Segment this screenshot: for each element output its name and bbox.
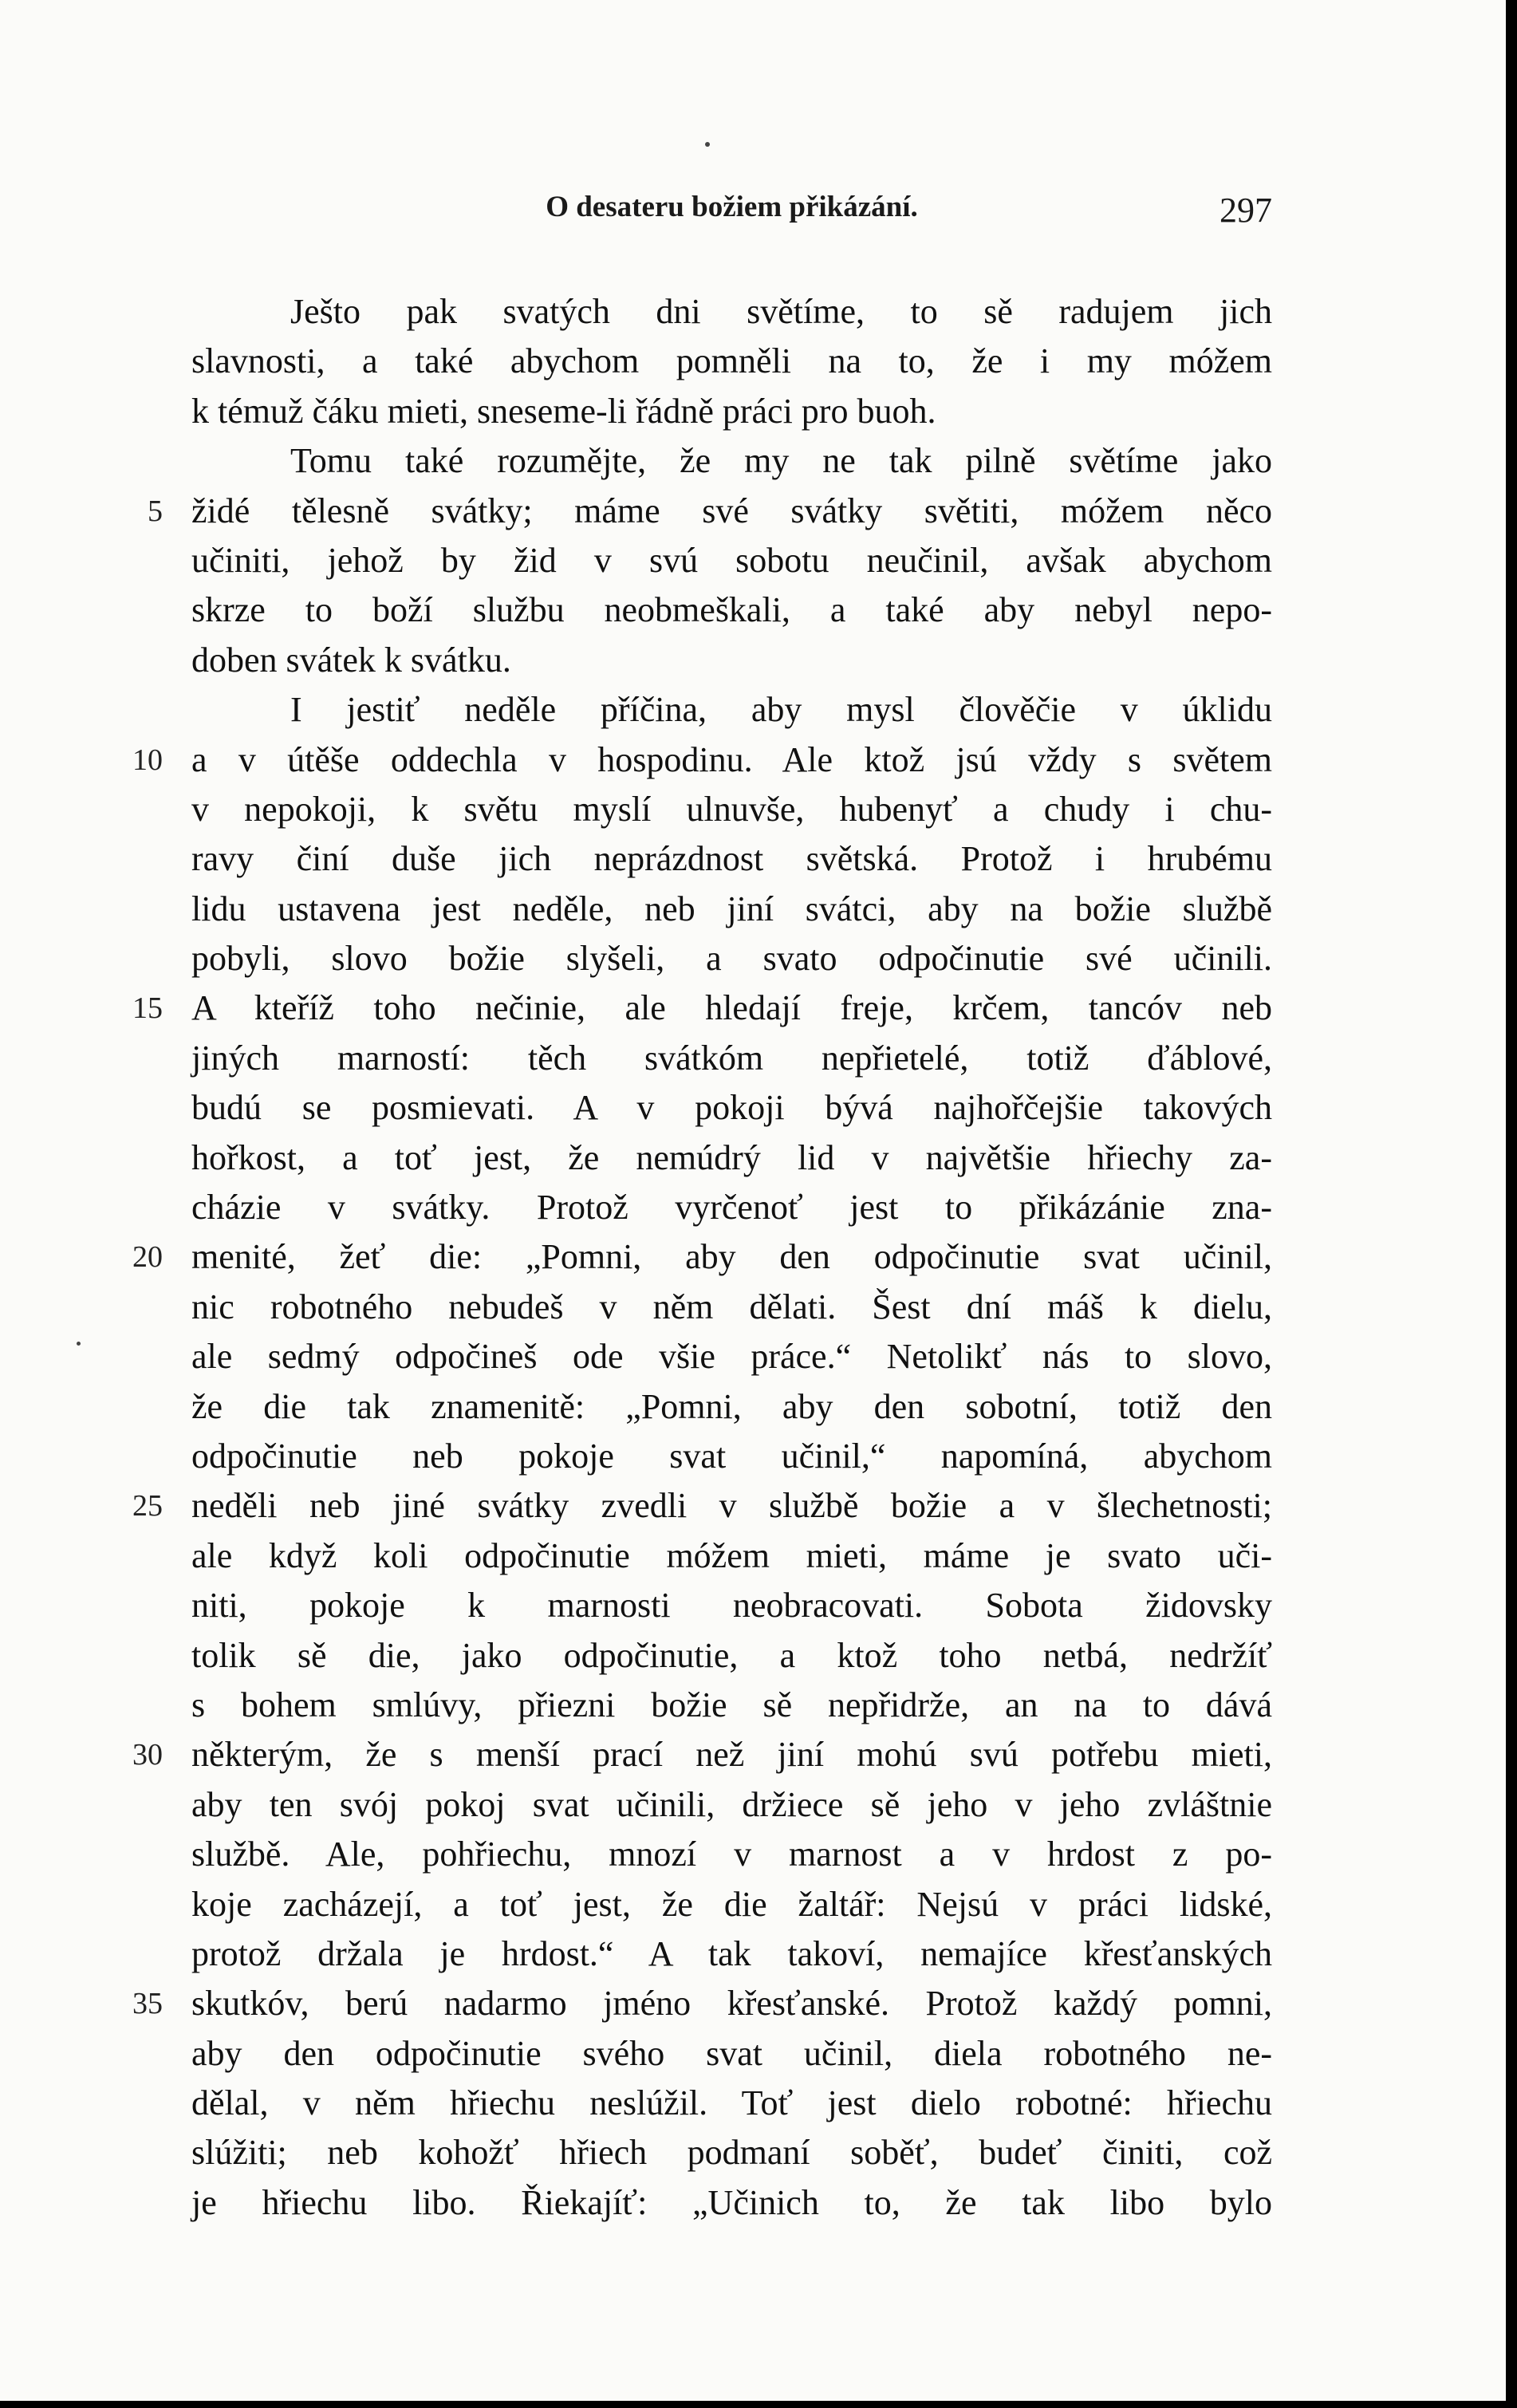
text-line bbox=[132, 983, 1272, 1033]
line-text: Ješto pak svatých dni světíme, to sě radujem jich bbox=[290, 292, 1272, 331]
line-text: aby ten svój pokoj svat učinili, držiece sě jeho v jeho zvláštnie bbox=[191, 1784, 1272, 1824]
text-line bbox=[191, 1681, 1272, 1730]
line-text: budú se posmievati. A v pokoji bývá najhořčejšie takových bbox=[191, 1088, 1272, 1128]
line-number: 20 bbox=[132, 1240, 163, 1275]
line-text: skutkóv, berú nadarmo jméno křesťanské. Protož každý pomni, bbox=[191, 1984, 1272, 2024]
line-text: ravy činí duše jich neprázdnost světská. Protož i hrubému bbox=[191, 839, 1272, 879]
line-text: Tomu také rozumějte, že my ne tak pilně světíme jako bbox=[290, 441, 1272, 481]
line-text: a v útěše oddechla v hospodinu. Ale ktož jsú vždy s světem bbox=[191, 739, 1272, 779]
print-speck bbox=[705, 142, 710, 147]
line-text: s bohem smlúvy, přiezni božie sě nepřidrže, an na to dává bbox=[191, 1685, 1272, 1724]
line-number: 15 bbox=[132, 991, 163, 1026]
line-number: 25 bbox=[132, 1489, 163, 1523]
line-number: 5 bbox=[148, 494, 163, 528]
line-text: hořkost, a toť jest, že nemúdrý lid v najvětšie hřiechy za- bbox=[191, 1137, 1272, 1177]
text-line bbox=[191, 636, 1272, 685]
text-line bbox=[191, 1332, 1272, 1381]
text-line bbox=[191, 337, 1272, 386]
line-text: židé tělesně svátky; máme své svátky světiti, móžem něco bbox=[191, 491, 1272, 530]
line-text: aby den odpočinutie svého svat učinil, diela robotného ne- bbox=[191, 2033, 1272, 2073]
text-line bbox=[132, 735, 1272, 785]
running-title: O desateru božiem přikázání. bbox=[546, 191, 918, 223]
text-line bbox=[132, 1730, 1272, 1779]
text-line bbox=[191, 585, 1272, 635]
text-line bbox=[191, 387, 1272, 436]
text-line bbox=[191, 1133, 1272, 1183]
page-header bbox=[191, 190, 1272, 238]
text-line bbox=[191, 885, 1272, 934]
line-text: je hřiechu libo. Řiekajíť: „Učinich to, že tak libo bylo bbox=[191, 2182, 1272, 2222]
text-line bbox=[191, 1382, 1272, 1432]
text-line bbox=[148, 487, 1272, 536]
text-line bbox=[191, 436, 1272, 486]
line-number: 35 bbox=[132, 1987, 163, 2021]
text-line bbox=[191, 536, 1272, 585]
line-text: učiniti, jehož by žid v svú sobotu neučinil, avšak abychom bbox=[191, 540, 1272, 580]
text-line bbox=[191, 1830, 1272, 1879]
line-text: službě. Ale, pohřiechu, mnozí v marnost a v hrdost z po- bbox=[191, 1835, 1272, 1874]
text-line bbox=[191, 1929, 1272, 1979]
line-text: protož držala je hrdost.“ A tak takoví, nemajíce křesťanských bbox=[191, 1933, 1272, 1973]
line-number: 10 bbox=[132, 743, 163, 777]
text-line bbox=[191, 1631, 1272, 1681]
body-text bbox=[132, 287, 1272, 2228]
line-text: koje zacházejí, a toť jest, že die žaltář: Nejsú v práci lidské, bbox=[191, 1884, 1272, 1924]
text-line bbox=[132, 1232, 1272, 1282]
line-text: cházie v svátky. Protož vyrčenoť jest to přikázánie zna- bbox=[191, 1188, 1272, 1228]
line-text: skrze to boží službu neobmeškali, a také aby nebyl nepo- bbox=[191, 590, 1272, 630]
text-line bbox=[191, 1780, 1272, 1830]
line-text: doben svátek k svátku. bbox=[191, 640, 511, 680]
text-line bbox=[191, 785, 1272, 834]
line-text: slavnosti, a také abychom pomněli na to, že i my móžem bbox=[191, 341, 1272, 381]
text-line bbox=[191, 2029, 1272, 2079]
line-text: I jestiť neděle příčina, aby mysl člověčie v úklidu bbox=[290, 690, 1272, 730]
line-text: v nepokoji, k světu myslí ulnuvše, hubenyť a chudy i chu- bbox=[191, 789, 1272, 829]
line-text: slúžiti; neb kohožť hřiech podmaní soběť, budeť činiti, což bbox=[191, 2133, 1272, 2173]
text-line bbox=[191, 685, 1272, 735]
line-number: 30 bbox=[132, 1738, 163, 1772]
line-text: nic robotného nebudeš v něm dělati. Šest dní máš k dielu, bbox=[191, 1287, 1272, 1326]
text-line bbox=[191, 1034, 1272, 1083]
line-text: A kteříž toho nečinie, ale hledají freje, krčem, tancóv neb bbox=[191, 988, 1272, 1028]
text-line bbox=[191, 1880, 1272, 1929]
line-text: menité, žeť die: „Pomni, aby den odpočinutie svat učinil, bbox=[191, 1237, 1272, 1277]
text-line bbox=[132, 1481, 1272, 1531]
line-text: pobyli, slovo božie slyšeli, a svato odpočinutie své učinili. bbox=[191, 939, 1272, 979]
line-text: některým, že s menší prací než jiní mohú svú potřebu mieti, bbox=[191, 1735, 1272, 1775]
text-line bbox=[191, 287, 1272, 337]
scan-border-right bbox=[1506, 0, 1517, 2408]
line-text: neděli neb jiné svátky zvedli v službě božie a v šlechetnosti; bbox=[191, 1486, 1272, 1526]
line-text: dělal, v něm hřiechu neslúžil. Toť jest dielo robotné: hřiechu bbox=[191, 2083, 1272, 2123]
scan-border-bottom bbox=[0, 2401, 1517, 2408]
print-speck bbox=[77, 1342, 81, 1346]
line-text: jiných marností: těch svátkóm nepřietelé, totiž ďáblové, bbox=[191, 1038, 1272, 1078]
line-text: že die tak znamenitě: „Pomni, aby den sobotní, totiž den bbox=[191, 1386, 1272, 1426]
text-line bbox=[191, 934, 1272, 983]
text-line bbox=[191, 1183, 1272, 1232]
line-text: ale sedmý odpočineš ode všie práce.“ Netolikť nás to slovo, bbox=[191, 1337, 1272, 1377]
text-line bbox=[191, 1581, 1272, 1630]
text-line bbox=[191, 2079, 1272, 2128]
line-text: tolik sě die, jako odpočinutie, a ktož toho netbá, nedržíť bbox=[191, 1635, 1272, 1675]
text-line bbox=[191, 2128, 1272, 2177]
line-text: ale když koli odpočinutie móžem mieti, máme je svato uči- bbox=[191, 1535, 1272, 1575]
text-line bbox=[191, 1283, 1272, 1332]
line-text: lidu ustavena jest neděle, neb jiní svátci, aby na božie službě bbox=[191, 889, 1272, 928]
text-line bbox=[132, 1979, 1272, 2028]
text-line bbox=[191, 1531, 1272, 1581]
text-line bbox=[191, 1083, 1272, 1133]
line-text: k témuž čáku mieti, sneseme-li řádně práci pro buoh. bbox=[191, 391, 936, 431]
line-text: odpočinutie neb pokoje svat učinil,“ napomíná, abychom bbox=[191, 1436, 1272, 1476]
line-text: niti, pokoje k marnosti neobracovati. Sobota židovsky bbox=[191, 1586, 1272, 1626]
text-line bbox=[191, 834, 1272, 884]
text-line bbox=[191, 1432, 1272, 1481]
text-line bbox=[191, 2178, 1272, 2228]
page-number: 297 bbox=[1220, 191, 1272, 230]
